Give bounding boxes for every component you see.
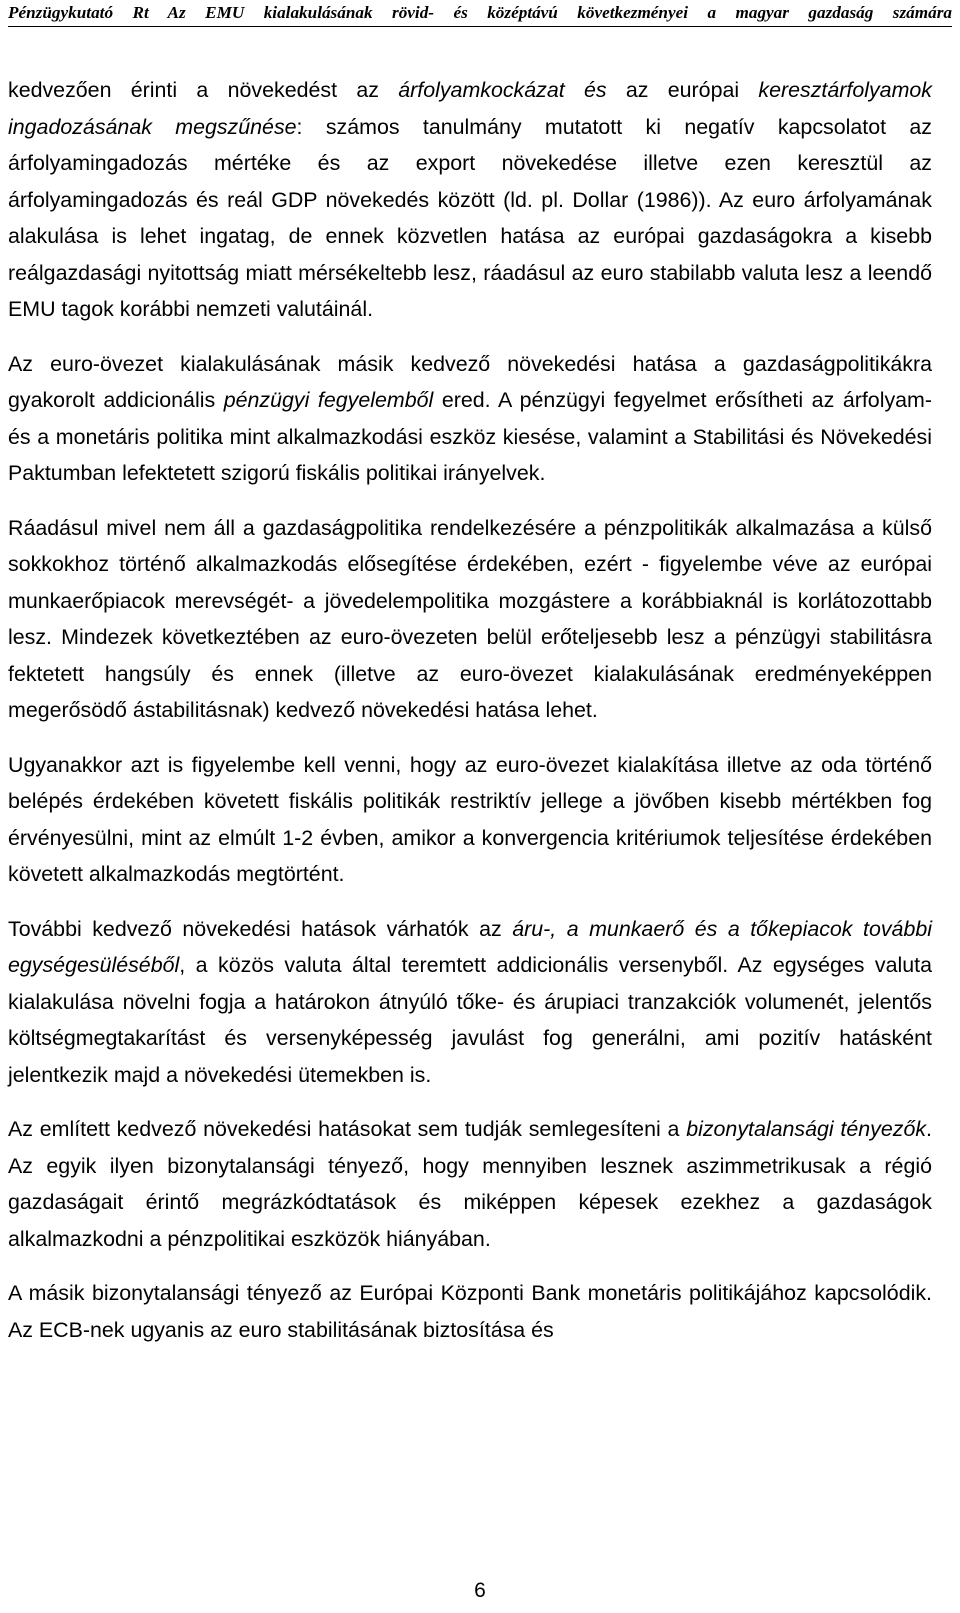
italic-run: keresztárfolyamok ingadozásának megszűnése — [8, 78, 932, 139]
text-run: Az euro-övezet kialakulásának másik kedvező növekedési hatása a gazdaságpolitikákra gyakorolt addicionális — [8, 351, 932, 412]
page-number: 6 — [474, 1579, 486, 1602]
text-run: További kedvező növekedési hatások várhatók az — [8, 916, 513, 941]
text-run: : számos tanulmány mutatott ki negatív kapcsolatot az árfolyamingadozás mértéke és az export növekedése illetve ezen keresztül az árfolyamingadozás és reál GDP növekedés között (ld. pl. Dollar (1986)). Az euro árfolyamának alakulása is lehet ingatag, de ennek közvetlen hatása az európai gazdaságokra a kisebb reálgazdasági nyitottság miatt mérsékeltebb lesz, ráadásul az euro stabilabb valuta lesz a leendő EMU tagok korábbi nemzeti valutáinál. — [8, 114, 932, 321]
italic-run: bizonytalansági tényezők — [686, 1117, 927, 1141]
paragraph-7 — [8, 1275, 932, 1348]
text-run: Ugyanakkor azt is figyelembe kell venni, hogy az euro-övezet kialakítása illetve az oda történő belépés érdekében követett fiskális politikák restriktív jellege a jövőben kisebb mértékben fog érvényesülni, mint az elmúlt 1-2 évben, amikor a konvergencia kritériumok teljesítése érdekében követett alkalmazkodás megtörtént. — [8, 752, 932, 886]
paragraph-2 — [8, 346, 932, 492]
text-run: az európai — [606, 78, 759, 102]
text-run: A másik bizonytalansági tényező az Európai Központi Bank monetáris politikájához kapcsolódik. Az ECB-nek ugyanis az euro stabilitásának biztosítása és — [8, 1281, 932, 1342]
text-run: Ráadásul mivel nem áll a gazdaságpolitika rendelkezésére a pénzpolitikák alkalmazása a külső sokkokhoz történő alkalmazkodás elősegítése érdekében, ezért - figyelembe véve az európai munkaerőpiacok merevségét- a jövedelempolitika mozgástere a korábbiaknál is korlátozottabb lesz. Mindezek következtében az euro-övezeten belül erőteljesebb lesz a pénzügyi stabilitásra fektetett hangsúly és ennek (illetve az euro-övezet kialakulásának eredményeképpen megerősödő ástabilitásnak) kedvező növekedési hatása lehet. — [8, 515, 932, 722]
text-run: Az említett kedvező növekedési hatásokat sem tudják semlegesíteni a — [8, 1117, 687, 1141]
italic-run: pénzügyi fegyelemből — [223, 388, 434, 412]
paragraph-1 — [8, 72, 932, 328]
italic-run: áru-, a munkaerő és a tőkepiacok további egységesüléséből — [8, 916, 932, 977]
text-run: kedvezően érinti a növekedést az — [8, 78, 399, 102]
text-run: , a közös valuta által teremtett addicionális versenyből. Az egységes valuta kialakulása növelni fogja a határokon átnyúló tőke- és árupiaci tranzakciók volumenét, jelentős költségmegtakarítást és versenyképesség javulást fog generálni, ami pozitív hatásként jelentkezik majd a növekedési ütemekben is. — [8, 953, 932, 1087]
paragraph-4 — [8, 747, 932, 893]
paragraph-5 — [8, 911, 932, 1094]
text-run: ered. A pénzügyi fegyelmet erősítheti az árfolyam- és a monetáris politika mint alkalmazkodási eszköz kiesése, valamint a Stabilitási és Növekedési Paktumban lefektetett szigorú fiskális politikai irányelvek. — [8, 388, 932, 485]
running-header: Pénzügykutató Rt Az EMU kialakulásának rövid- és középtávú következményei a magyar gazdaság számára — [8, 0, 952, 27]
paragraph-6 — [8, 1111, 932, 1257]
paragraph-3 — [8, 510, 932, 729]
text-run: . Az egyik ilyen bizonytalansági tényező, hogy mennyiben lesznek aszimmetrikusak a régió gazdaságait érintő megrázkódtatások és miképpen képesek ezekhez a gazdaságok alkalmazkodni a pénzpolitikai eszközök hiányában. — [8, 1117, 932, 1251]
body-text — [8, 72, 932, 1366]
italic-run: árfolyamkockázat és — [398, 78, 607, 102]
